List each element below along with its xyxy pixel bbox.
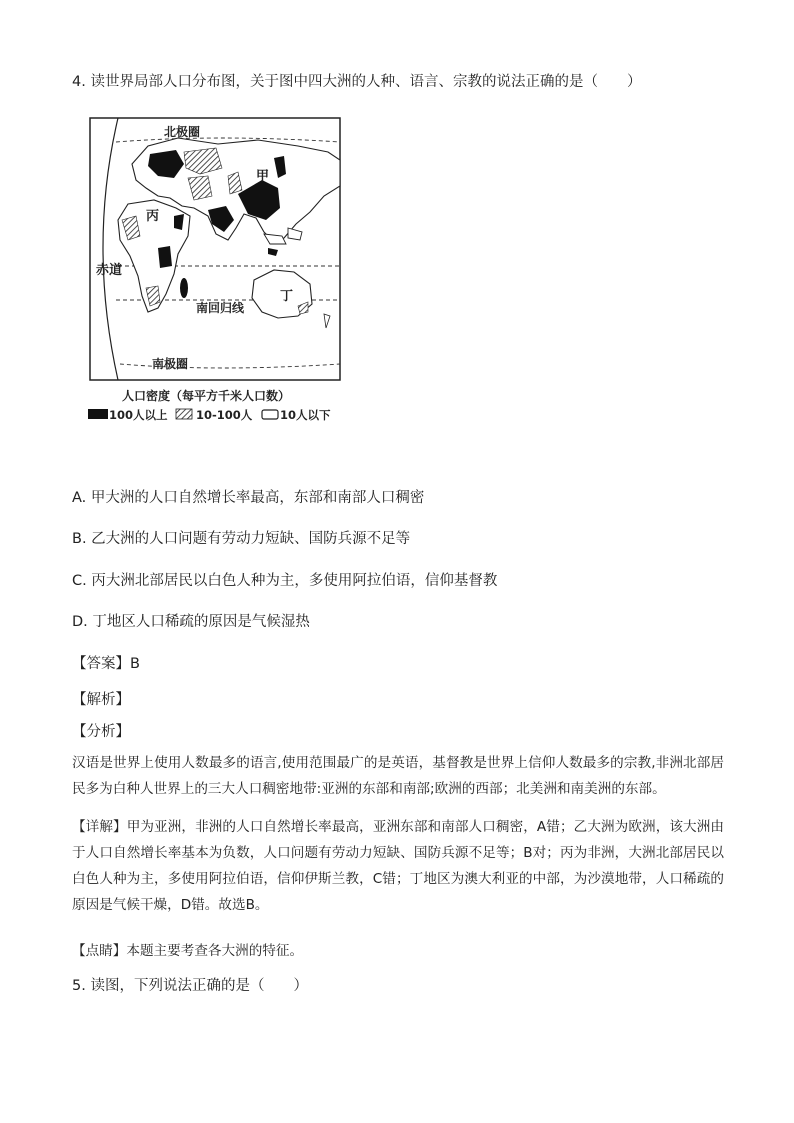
label-ding: 丁 [280, 289, 294, 304]
legend-swatch-mid [176, 409, 192, 419]
analysis-heading: 【解析】 [72, 692, 130, 708]
detail-text: 【详解】甲为亚洲，非洲的人口自然增长率最高，亚洲东部和南部人口稠密，A错；乙大洲为欧洲，该大洲由于人口自然增长率基本为负数，人口问题有劳动力短缺、国防兵源不足等；B对；丙为非洲，大洲北部居民以白色人种为主，多使用阿拉伯语，信仰伊斯兰教，C错；丁地区为澳大利亚的中部，为沙漠地带，人口稀疏的原因是气候干燥，D错。故选B。 [72, 819, 724, 913]
option-d: D. 丁地区人口稀疏的原因是气候湿热 [72, 614, 310, 630]
fenxi-text: 汉语是世界上使用人数最多的语言,使用范围最广的是英语，基督教是世界上信仰人数最多的宗教,非洲北部居民多为白种人世界上的三大人口稠密地带:亚洲的东部和南部;欧洲的西部；北美洲和南美洲的东部。 [72, 755, 724, 797]
legend-mid-label: 10-100人 [196, 408, 253, 422]
legend-title: 人口密度（每平方千米人口数） [122, 389, 291, 403]
label-equator: 赤道 [96, 263, 123, 278]
label-arctic-circle: 北极圈 [164, 125, 201, 139]
label-tropic-of-capricorn: 南回归线 [196, 301, 245, 315]
label-jia: 甲 [256, 169, 270, 184]
option-b: B. 乙大洲的人口问题有劳动力短缺、国防兵源不足等 [72, 531, 411, 547]
legend-low-label: 10人以下 [280, 408, 331, 422]
question-4-stem: 4. 读世界局部人口分布图，关于图中四大洲的人种、语言、宗教的说法正确的是（ ） [72, 74, 642, 90]
label-antarctic-circle: 南极圈 [152, 357, 189, 371]
population-distribution-map [88, 116, 350, 426]
dianjing-text: 【点睛】本题主要考查各大洲的特征。 [72, 943, 304, 959]
legend-swatch-low [262, 410, 278, 419]
answer: 【答案】B [72, 656, 140, 672]
fenxi-heading: 【分析】 [72, 724, 130, 740]
legend-high-label: 100人以上 [109, 408, 168, 422]
label-bing: 丙 [146, 209, 160, 224]
option-a: A. 甲大洲的人口自然增长率最高，东部和南部人口稠密 [72, 490, 425, 506]
question-5-stem: 5. 读图，下列说法正确的是（ ） [72, 978, 308, 994]
option-c: C. 丙大洲北部居民以白色人种为主，多使用阿拉伯语，信仰基督教 [72, 573, 498, 589]
legend-swatch-high [88, 409, 108, 419]
